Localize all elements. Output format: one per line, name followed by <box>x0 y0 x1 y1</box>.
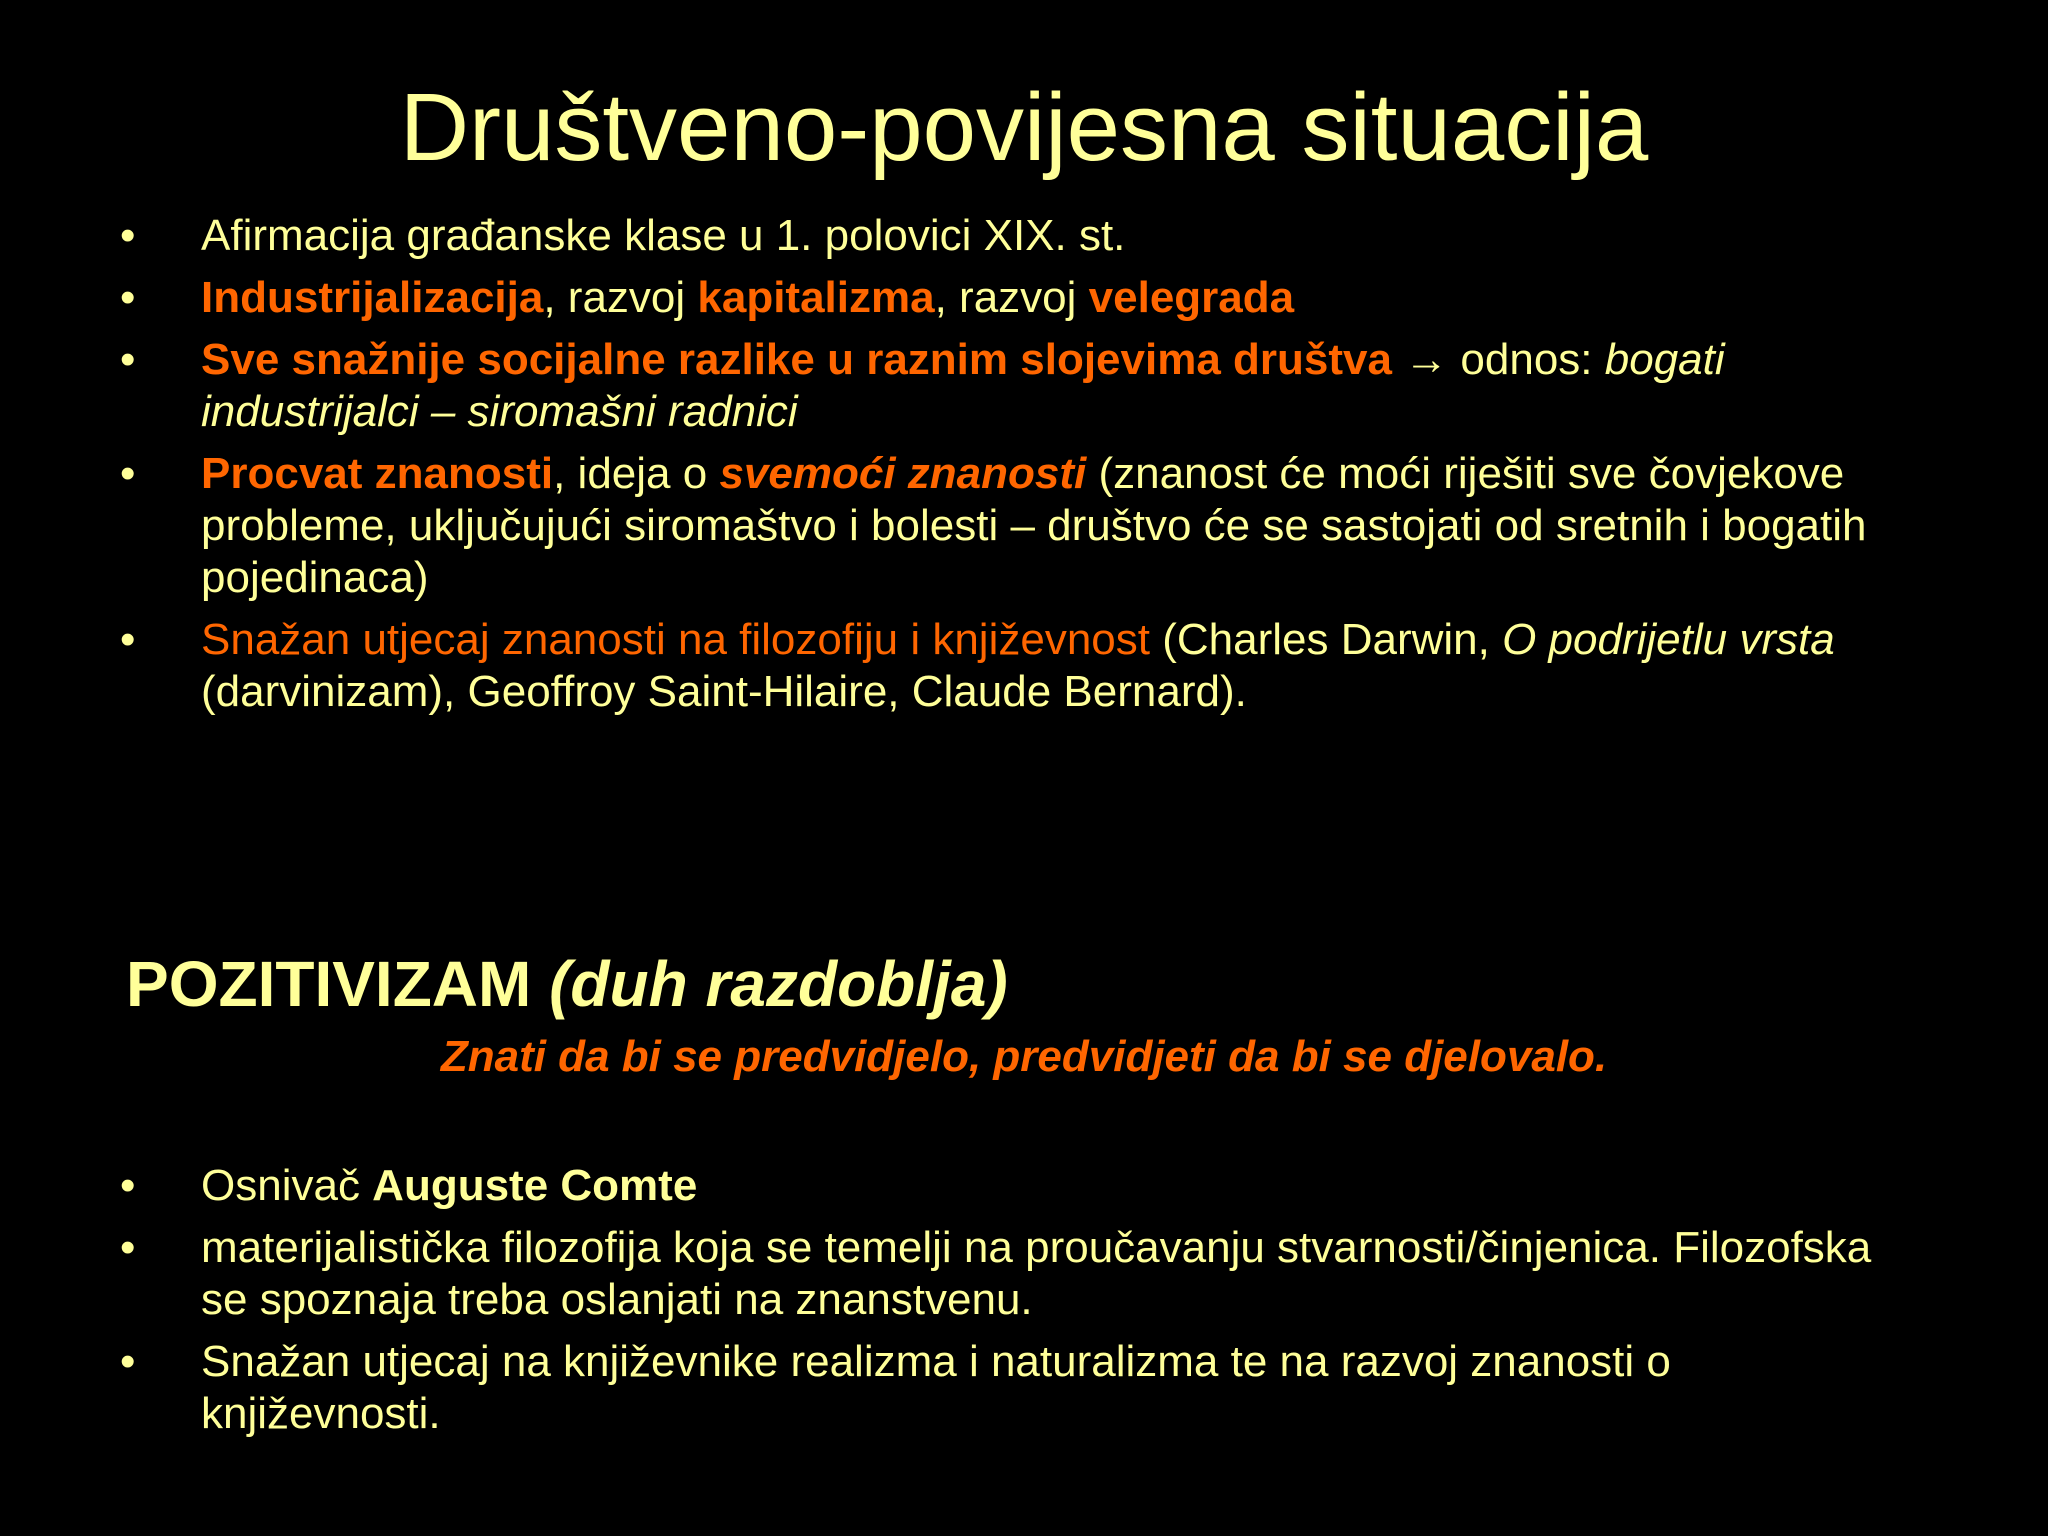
bullet-icon: • <box>120 1161 136 1210</box>
list-item <box>120 614 1920 718</box>
highlight-term: kapitalizma <box>697 273 935 322</box>
list-item <box>120 1160 1920 1212</box>
bold-name: Auguste Comte <box>372 1161 698 1210</box>
bullet-icon: • <box>120 335 136 384</box>
bullet-text: → odnos: <box>1391 335 1605 384</box>
list-item <box>120 272 1920 324</box>
bullet-text: , ideja o <box>553 449 720 498</box>
bullet-text: , razvoj <box>543 273 698 322</box>
heading-sub: (duh razdoblja) <box>549 948 1008 1020</box>
bullet-text: (Charles Darwin, <box>1150 615 1503 664</box>
heading-main: POZITIVIZAM <box>126 948 550 1020</box>
highlight-term: svemoći znanosti <box>719 449 1087 498</box>
bullet-text: , razvoj <box>934 273 1089 322</box>
list-item <box>120 448 1920 604</box>
motto-quote: Znati da bi se predvidjelo, predvidjeti da bi se djelovalo. <box>440 1032 1608 1081</box>
list-item <box>120 1336 1920 1440</box>
slide-title: Društveno-povijesna situacija <box>399 74 1649 181</box>
highlight-term: Snažan utjecaj znanosti na filozofiju i književnost <box>201 615 1150 664</box>
bullet-icon: • <box>120 211 136 260</box>
bullet-text: Osnivač <box>201 1161 373 1210</box>
highlight-term: velegrada <box>1088 273 1295 322</box>
bullet-icon: • <box>120 1223 136 1272</box>
bullet-text: Snažan utjecaj na književnike realizma i naturalizma te na razvoj znanosti o književnosti. <box>201 1337 1671 1438</box>
list-item <box>120 210 1920 262</box>
italic-text: bogati industrijalci – siromašni radnici <box>201 335 1725 436</box>
context-bullet-list <box>120 210 1920 728</box>
highlight-term: Industrijalizacija <box>201 273 544 322</box>
bullet-text: (darvinizam), Geoffroy Saint-Hilaire, Claude Bernard). <box>201 667 1247 716</box>
list-item <box>120 334 1920 438</box>
list-item <box>120 1222 1920 1326</box>
italic-text: O podrijetlu vrsta <box>1502 615 1835 664</box>
highlight-term: Sve snažnije socijalne razlike u raznim slojevima društva <box>201 335 1392 384</box>
section-heading <box>126 946 1008 1022</box>
positivism-bullet-list <box>120 1160 1920 1450</box>
bullet-text: materijalistička filozofija koja se temelji na proučavanju stvarnosti/činjenica. Filozofska se spoznaja treba oslanjati na znanstvenu. <box>201 1223 1872 1324</box>
bullet-icon: • <box>120 449 136 498</box>
bullet-icon: • <box>120 1337 136 1386</box>
bullet-icon: • <box>120 273 136 322</box>
highlight-term: Procvat znanosti <box>201 449 554 498</box>
bullet-icon: • <box>120 615 136 664</box>
bullet-text: (znanost će moći riješiti sve čovjekove probleme, uključujući siromaštvo i bolesti – društvo će se sastojati od sretnih i bogatih pojedinaca) <box>201 449 1867 602</box>
bullet-text: Afirmacija građanske klase u 1. polovici XIX. st. <box>201 211 1126 260</box>
